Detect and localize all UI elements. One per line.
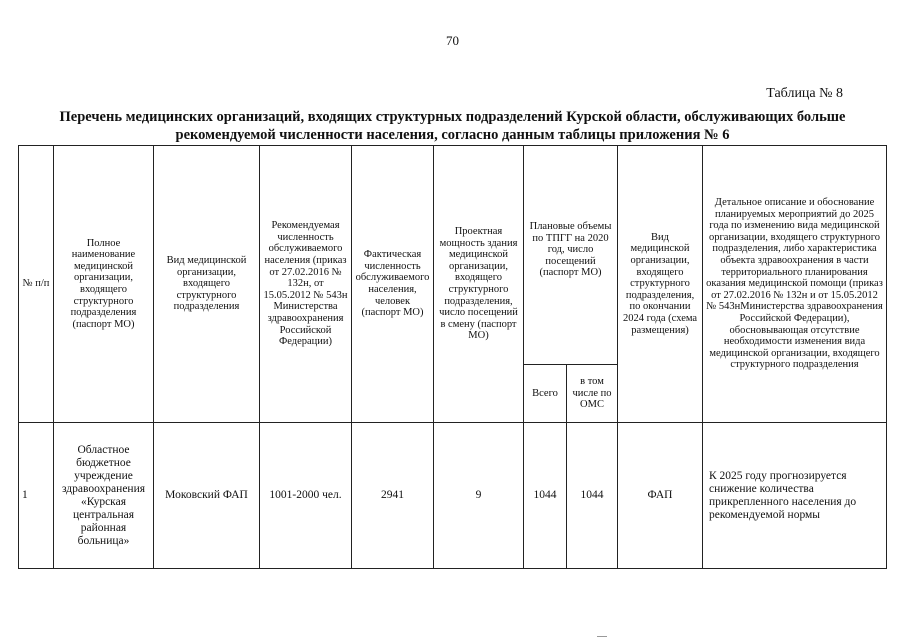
cell-design-capacity: 9	[434, 423, 524, 569]
title-line-1: Перечень медицинских организаций, входящих структурных подразделений Курской области, обслуживающих больше	[59, 109, 846, 125]
header-recommended-population: Рекомендуемая численность обслуживаемого населения (приказ от 27.02.2016 № 132н, от 15.05.2012 № 543н Министерства здравоохранения Российской Федерации)	[260, 146, 352, 423]
header-description: Детальное описание и обоснование планируемых мероприятий до 2025 года по изменению вида медицинской организации, входящего структурного подразделения, либо характеристика объекта здравоохранения в части территориального планирования оказания медицинской помощи (приказ от 27.02.2016 № 132н и от 15.05.2012 № 543нМинистерства здравоохранения Российской Федерации), обосновывающая отсутствие необходимости изменения вида медицинской организации, входящего структурного подразделения	[703, 146, 887, 423]
cell-type-2024: ФАП	[618, 423, 703, 569]
cell-planned-oms: 1044	[567, 423, 618, 569]
header-planned-volumes: Плановые объемы по ТПГГ на 2020 год, число посещений (паспорт МО)	[524, 146, 618, 365]
cell-actual-population: 2941	[352, 423, 434, 569]
table-label: Таблица № 8	[766, 86, 843, 101]
cell-num: 1	[19, 423, 54, 569]
organizations-table	[18, 145, 887, 569]
table-row	[19, 423, 887, 569]
header-row	[19, 146, 887, 365]
header-planned-oms: в том числе по ОМС	[567, 365, 618, 423]
title-line-2: рекомендуемой численности населения, согласно данным таблицы приложения № 6	[175, 127, 730, 143]
header-org-name: Полное наименование медицинской организации, входящего структурного подразделения (паспорт МО)	[54, 146, 154, 423]
header-type-2024: Вид медицинской организации, входящего структурного подразделения, по окончании 2024 года (схема размещения)	[618, 146, 703, 423]
header-design-capacity: Проектная мощность здания медицинской организации, входящего структурного подразделения, число посещений в смену (паспорт МО)	[434, 146, 524, 423]
page-number: 70	[446, 33, 459, 48]
header-org-type: Вид медицинской организации, входящего структурного подразделения	[154, 146, 260, 423]
header-num: № п/п	[19, 146, 54, 423]
scan-artifact-divider	[597, 636, 607, 637]
cell-description: К 2025 году прогнозируется снижение количества прикрепленного населения до рекомендуемой нормы	[703, 423, 887, 569]
cell-org-type: Моковский ФАП	[154, 423, 260, 569]
cell-planned-total: 1044	[524, 423, 567, 569]
cell-org-name: Областное бюджетное учреждение здравоохранения «Курская центральная районная больница»	[54, 423, 154, 569]
header-planned-total: Всего	[524, 365, 567, 423]
document-title	[20, 108, 885, 144]
header-actual-population: Фактическая численность обслуживаемого населения, человек (паспорт МО)	[352, 146, 434, 423]
cell-recommended-population: 1001-2000 чел.	[260, 423, 352, 569]
